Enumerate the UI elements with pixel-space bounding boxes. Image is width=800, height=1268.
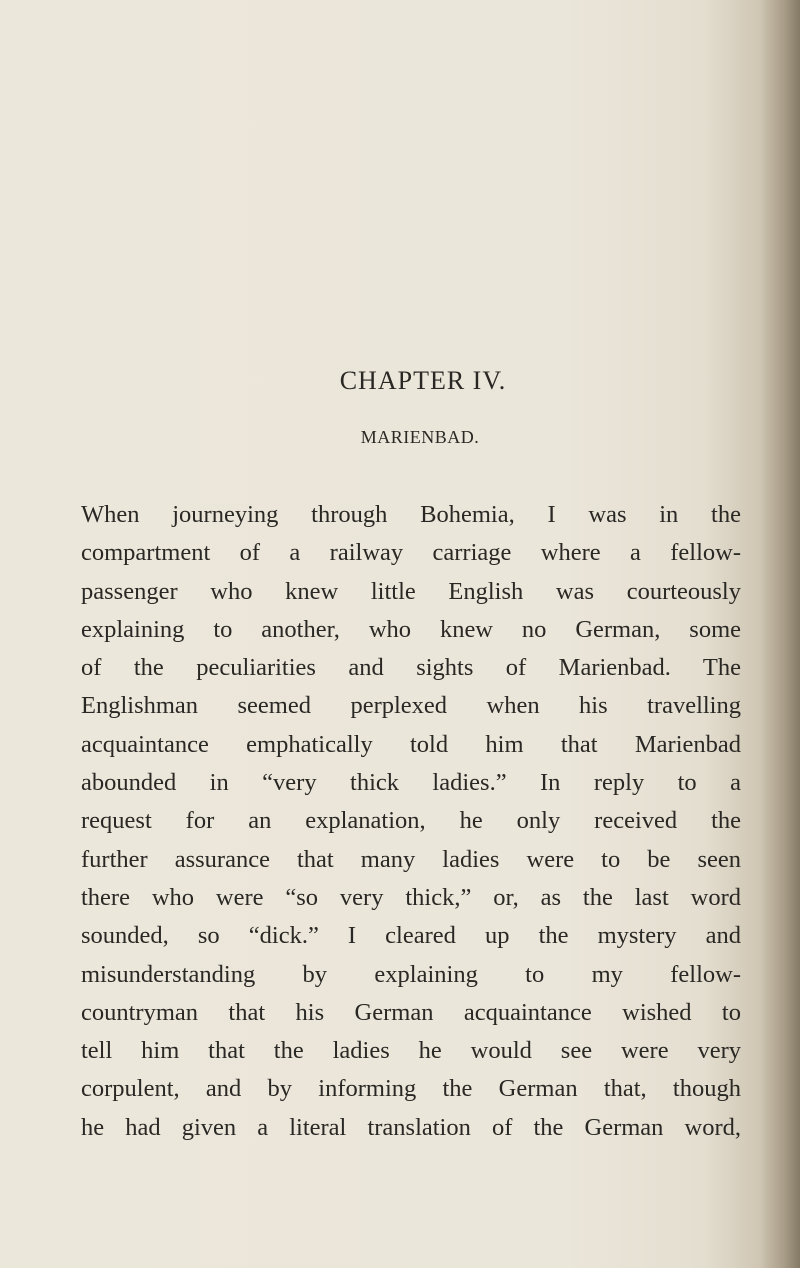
page-gutter-shadow	[760, 0, 800, 1268]
text-line: there who were “so very thick,” or, as the last word	[81, 883, 741, 911]
chapter-heading: CHAPTER IV.	[339, 366, 507, 395]
text-line: passenger who knew little English was courteously	[81, 577, 741, 605]
text-line: tell him that the ladies he would see were very	[81, 1037, 741, 1065]
text-line: explaining to another, who knew no German, some	[81, 615, 741, 643]
text-line: further assurance that many ladies were to be seen	[81, 845, 741, 873]
body-paragraph	[81, 496, 741, 1147]
text-line: Englishman seemed perplexed when his travelling	[81, 692, 741, 720]
text-line: acquaintance emphatically told him that Marienbad	[81, 730, 741, 758]
text-line: compartment of a railway carriage where a fellow-	[81, 539, 741, 567]
text-line: countryman that his German acquaintance wished to	[81, 998, 741, 1026]
text-line: When journeying through Bohemia, I was in the	[81, 501, 741, 528]
text-line: corpulent, and by informing the German that, though	[81, 1075, 741, 1103]
section-heading: MARIENBAD.	[360, 427, 480, 447]
text-line: sounded, so “dick.” I cleared up the mystery and	[81, 922, 741, 950]
text-line: abounded in “very thick ladies.” In reply to a	[81, 769, 741, 797]
text-line: request for an explanation, he only received the	[81, 807, 741, 835]
text-line: he had given a literal translation of the German word,	[81, 1113, 741, 1141]
text-line: misunderstanding by explaining to my fellow-	[81, 960, 741, 988]
text-line: of the peculiarities and sights of Marienbad. The	[81, 654, 741, 682]
